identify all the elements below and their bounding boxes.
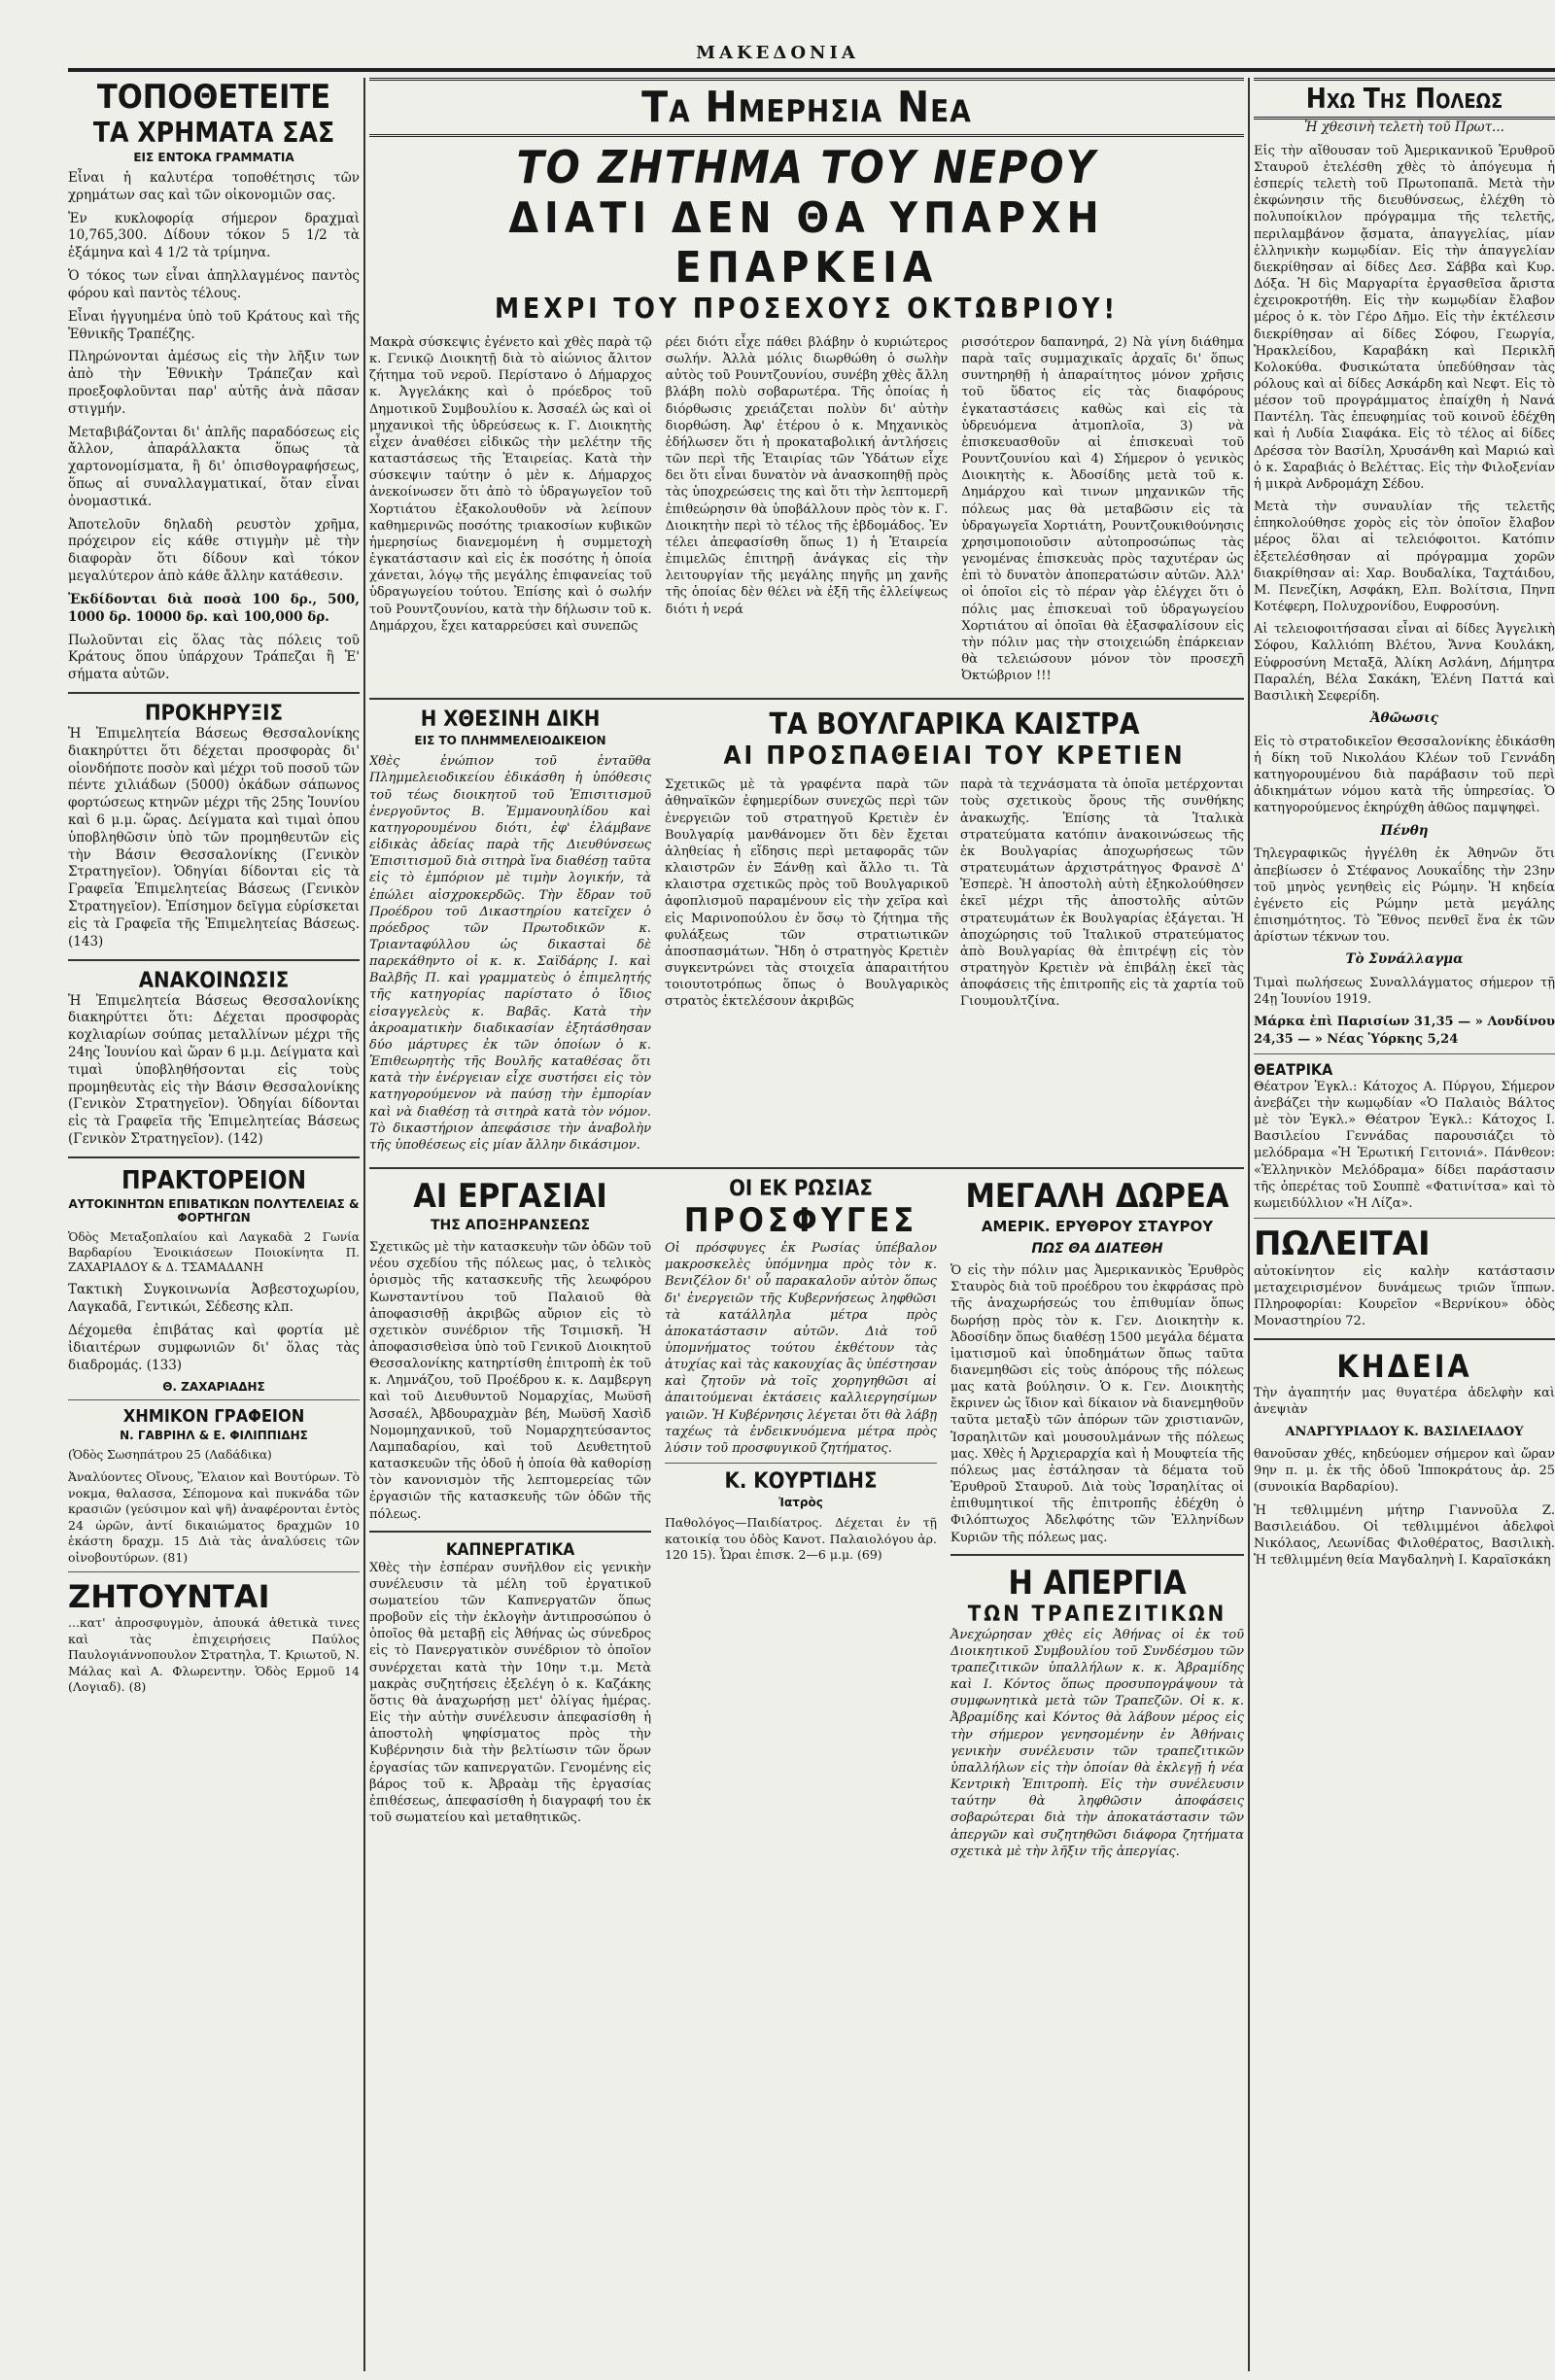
for-sale-text: αὐτοκίνητον εἰς καλὴν κατάστασιν μεταχειρισμένον δυνάμεως τριῶν ἵππων. Πληροφορίαι: Κουρεῖον «Βερνίκου» ὁδὸς Μοναστηρίου 72. (1254, 1264, 1555, 1329)
zit-paragraph: ...κατ' ἀπροσφυγμὸν, ἀπουκά ἀθετικὰ τινες καὶ τὰς ἐπιχειρήσεις Παύλος Παυλογιάννοπουλον Στρατηλα, Τ. Κριωτοῦ, Ν. Μάλας καὶ Α. Φλωρεντην. Ὁδὸς Ερμοῦ 14 (Λογιαδ). (8) (68, 1615, 360, 1695)
bulg-subtitle: ΑΙ ΠΡΟΣΠΑΘΕΙΑΙ ΤΟΥ ΚΡΕΤΙΕΝ (723, 742, 1186, 772)
for-sale-title: ΠΩΛΕΙΤΑΙ (1254, 1224, 1431, 1263)
acquittal-text: Εἰς τὸ στρατοδικεῖον Θεσσαλονίκης ἐδικάσθη ἡ δίκη τοῦ Νικολάου Κλέων τοῦ Γεννάδη κατηγορουμένου διὰ παράβασιν τοῦ περὶ ἀδικημάτων νόμου κατὰ τῆς ὑπηρεσίας. Ὁ κατηγορούμενος ἐκηρύχθη ἀθῶος παμψηφεὶ. (1254, 734, 1555, 816)
water-text-2: ρέει διότι εἶχε πάθει βλάβην ὁ κυριώτερος σωλήν. Ἀλλὰ μόλις διωρθώθη ὁ σωλὴν αὐτὸς τοῦ Ρουντζουνίου, συνέβη χθὲς ἄλλη βλάβη πολὺ σοβαρωτέρα. Τῆς ὁποίας ἡ διόρθωσις χρειάζεται πολὺν δι' αὐτὴν διορθώση. Ἀφ' ἑτέρου ὁ κ. Μηχανικὸς ἐδήλωσεν ὅτι ἡ προκαταβολική ἀντλήσεις τῶν περὶ τῆς Ἑταιρίας τῶν Ὑδάτων εἶχε δει ὅτι εἶναι δυνατὸν νὰ ἀνασκοπηθῇ πρὸς τὰς ὑποχρεώσεις της καὶ ὅτι τὴν λεπτομερῆ ἐπιθεώρησιν θὰ ὑποβάλλουν πρὸς τὸν κ. Γ. Διοικητὴν περὶ τὸ τέλος τῆς ἑβδομάδος. Ἐν τέλει ἀπεφασίσθη ὅπως 1) ἡ Ἑταιρεία ἐπιμελῶς ἐπιτηρῇ ἀνάγκας εἰς τὴν λειτουργίαν τῆς μεγάλης πηγῆς μη χανῆς τῆς ὁποίας δὲν θέλει νὰ ἐξῆ τῆς ἐλλείψεως διότι ἡ νερά (665, 335, 949, 617)
separator (68, 692, 360, 694)
separator (665, 1463, 937, 1464)
strike-title: Η ΑΠΕΡΓΙΑ (1008, 1563, 1187, 1603)
mourning-title: Πένθη (1380, 822, 1429, 839)
echo-title: Ηχω Της Πολεως (1305, 83, 1503, 115)
funeral-text: Τὴν ἀγαπητήν μας θυγατέρα ἀδελφὴν καὶ ἀνεψιὰν (1254, 1385, 1555, 1417)
prok-title: ΠΡΟΚΗΡΥΞΙΣ (144, 701, 283, 726)
gift-subtitle-2: ΠΩΣ ΘΑ ΔΙΑΤΕΘΗ (1031, 1241, 1163, 1258)
separator (68, 1399, 360, 1400)
masthead: ΜΑΚΕΔΟΝΙΑ (696, 43, 859, 63)
mourning-text: Τηλεγραφικῶς ἠγγέλθη ἐκ Ἀθηνῶν ὅτι ἀπεβίωσεν ὁ Στέφανος Λουκαΐδης τὴν 23ην τοῦ μηνὸς γενηθεὶς εἰς Ρώμην. Ἡ κηδεία ἐγένετο εἰς Ρώμην μετὰ μεγάλης ἐπισημότητος. Τὸ Ἔθνος πενθεῖ ἕνα ἐκ τῶν ἀρίστων τέκνων του. (1254, 846, 1555, 946)
gift-column (950, 1177, 1244, 1866)
invest-title-2: ΤΑ ΧΡΗΜΑΤΑ ΣΑΣ (92, 117, 335, 149)
prakt-subtitle: ΑΥΤΟΚΙΝΗΤΩΝ ΕΠΙΒΑΤΙΚΩΝ ΠΟΛΥΤΕΛΕΙΑΣ & ΦΟΡΤΗΓΩΝ (68, 1196, 360, 1224)
invest-subtitle: ΕΙΣ ΕΝΤΟΚΑ ΓΡΑΜΜΑΤΙΑ (133, 151, 294, 164)
works-text: Σχετικῶς μὲ τὴν κατασκευὴν τῶν ὁδῶν τοῦ νέου σχεδίου τῆς πόλεως μας, ὁ τελικὸς ὁρισμὸς τῆς κατασκευῆς τῆς λεωφόρου Κωνσταντίνου τοῦ Παλαιοῦ θὰ ἀποφασισθῇ ἀκριβῶς αὔριον εἰς τὸ σχετικὸν συνέδριον τῆς Τσιμισκῆ. Ἡ ἀποφασισθεὶσα ὑπὸ τοῦ Γενικοῦ Διοικητοῦ Θεσσαλονίκης κατηρτίσθη ἐπιτροπὴ ἐκ τοῦ κ. Λημνάζου, τοῦ Προέδρου κ. κ. Δαμβεργη καὶ τοῦ Διευθυντοῦ Νομαρχίας, Μωϋσῆ Ἀσσαέλ, Ἀβδουραχμὰν βέη, Μωϋσῆ Χασὶδ Νομομηχανικοῦ, τοῦ Νομαρχητεύσαντος Λαμπαδαρίου, καὶ τοῦ Δευθετητοῦ κατασκευῶν τῆς ὁδοῦ ἡ ὁποία θὰ καθορίσῃ τὸν κανονισμὸν τῆς λεπτομερείας τῶν ἐργασιῶν τῆς κατασκευῆς τῶν ὁδῶν τῆς πόλεως. (369, 1240, 651, 1522)
doctor-name: Κ. ΚΟΥΡΤΙΔΗΣ (724, 1469, 878, 1495)
bulg-text-2: παρὰ τὰ τεχνάσματα τὰ ὁποῖα μετέρχονται τοὺς σχετικοὺς ὅρους τῆς συνθήκης ἀνακωχῆς. Ἐπίσης τὰ Ἰταλικὰ στρατεύματα κατόπιν ἀνακοινώσεως τῆς ἐκ Βουλγαρίας ἀποχωρήσεως τῶν στρατευμάτων ἀρχιστράτηγος Φρανσὲ Δ' Ἐσπερὲ. Ἡ ἀποστολὴ αὐτὴ ἐξηκολούθησεν ἐκεῖ μέχρι τῆς ἀποστολῆς αὐτῶν στρατευμάτων ἐκ Βουλγαρίας ἐξάγεται. Ἡ ἀποχώρησις τοῦ Ἰταλικοῦ στρατεύματος ἀπὸ Βουλγαρίας θὰ ἐπιτρέψῃ εἰς τὸν στρατηγὸν Κρετιὲν νὰ ἐπιβάλῃ ἐκεῖ τὰς ἀποφάσεις τῆς ἐπιτροπῆς εἰς τὰ χαρτία τοῦ Γιουμουλτζίνα. (960, 777, 1244, 1010)
exchange-text: Τιμαὶ πωλήσεως Συναλλάγματος σήμερον τῇ 24ῃ Ἰουνίου 1919. (1254, 976, 1555, 1008)
separator (1254, 1338, 1555, 1340)
strike-subtitle: ΤΩΝ ΤΡΑΠΕΖΙΤΙΚΩΝ (967, 1602, 1227, 1627)
prakt-signature: Θ. ΖΑΧΑΡΙΑΔΗΣ (162, 1380, 265, 1395)
separator (68, 959, 360, 961)
doctor-title: Ἰατρὸς (778, 1496, 823, 1510)
invest-title: ΤΟΠΟΘΕΤΕΙΤΕ (96, 78, 331, 117)
dike-article (369, 707, 651, 1159)
anak-title: ΑΝΑΚΟΙΝΩΣΙΣ (138, 968, 290, 993)
row-3 (369, 1177, 1244, 1866)
invest-paragraph: Εἶναι ἡ καλυτέρα τοποθέτησις τῶν χρημάτων σας καὶ τῶν οἰκονομιῶν σας. (68, 170, 360, 203)
exchange-rows: Μάρκα ἐπὶ Παρισίων 31,35 — » Λονδίνου 24,35 — » Νέας Ὑόρκης 5,24 (1254, 1015, 1555, 1047)
water-text-3: ρισσότερον δαπανηρά, 2) Νὰ γίνη διάθημα παρὰ ταῖς συμμαχικαῖς ἀρχαῖς δι' ὅπως συντηρηθῇ ἡ ἀπαραίτητος μόνον χρῆσις τοῦ ὕδατος εἰς τὰς διαφόρους ἐγκαταστάσεις καθὼς καὶ εἰς τὰ ὑδρευόμενα ἀτμοπλοῖα, 3) νὰ ἐπισκευασθοῦν αἱ ἐπισκευαὶ τοῦ Ρουντζουνίου καὶ 4) Σήμερον ὁ γενικὸς Διοικητὴς κ. Ἀδοσίδης μετὰ τοῦ κ. Δημάρχου καὶ τινων μηχανικῶν τῆς πόλεως μας θὰ μεταβῶσιν εἰς τὰ ὑδραγωγεῖα Χορτιάτη, Ρουντζουκιθούνησις χρησιμοποιοῦσιν αὐτοπροσώπως τὰς γενομένας ἐπισκευὰς πρὸς ταχυτέραν ὡς ἐπὶ τὸ δυνατὸν ἀποπερατώσιν αὐτῶν. Ἀλλ' οἱ ὁποῖοι εἰς τὸ πέραν γὰρ ἐλέγχει ὅτι ὁ πόλις μας ἐπισκευαὶ τοῦ ὑδραγωγείου Χορτιάτου αἱ ὁποῖαι θὰ ἐξασφαλίσουν εἰς τὴν πόλιν μας τὴν στοιχειώδη ἐπάρκειαν θὰ τελειώσουν μόνον τὸν προσεχῆ Ὀκτώβριον !!! (961, 335, 1244, 684)
separator (1254, 1053, 1555, 1054)
invest-paragraph: Εἶναι ἠγγυημένα ὑπὸ τοῦ Κράτους καὶ τῆς Ἐθνικῆς Τραπέζης. (68, 308, 360, 342)
bulg-text-1: Σχετικῶς μὲ τὰ γραφέντα παρὰ τῶν ἀθηναϊκῶν ἐφημερίδων συνεχῶς περὶ τῶν ἐνεργειῶν τοῦ στρατηγοῦ Κρετιὲν ἐν Βουλγαρίᾳ μανθάνομεν ὅτι δὲν ἔχεται ἀληθείας ἡ εἴδησις περὶ μεταφορᾶς τῶν κλαιστρῶν ἐν Ξάνθῃ καὶ ἄλλο τι. Τὰ κλαιστρα σχετικῶς πρὸς τοῦ Βουλγαρικοῦ ἀφοπλισμοῦ παραμένουν εἰς τὴν χεῖρα καὶ εἰς Μαρινοπούλου ἐν ὅσῳ τὸ ζήτημα τῆς φυλάξεως τῶν στρατιωτικῶν ἀποσπασμάτων. Ἤδη ὁ στρατηγὸς Κρετιὲν συγκεντρώνει τὰς στοιχεῖα ἀπαραιτήτου τοιουτοτρόπως ὅπως ὁ Βουλγαρικὸς στρατὸς ἐκτελέσουν ἀκριβῶς (665, 777, 949, 1010)
water-article (369, 334, 1244, 690)
theatre-title: ΘΕΑΤΡΙΚΑ (1254, 1059, 1333, 1079)
right-column (1254, 78, 1555, 1574)
headline-2: ΔΙΑΤΙ ΔΕΝ ΘΑ ΥΠΑΡΧΗ ΕΠΑΡΚΕΙΑ (508, 193, 1105, 293)
works-subtitle: ΤΗΣ ΑΠΟΞΗΡΑΝΣΕΩΣ (430, 1218, 591, 1234)
echo-box (1254, 78, 1555, 120)
bulg-column-2 (960, 776, 1244, 1016)
theatre-text: Θέατρον Ἐγκλ.: Κάτοχος Α. Πύργου, Σήμερον ἀνεβάζει τὴν κωμῳδίαν «Ὁ Παλαιὸς Βάλτος μὲ τὸν Ἐγκλ.» Θέατρον Ἐγκλ.: Κάτοχος Ι. Βασιλείου Γεννάδας παρουσιάζει τὸ μελόδραμα «Ἡ Ἐρωτική Γειτονιά». Πάνθεον: «Ἑλληνικὸν Μελόδραμα» δίδει παράστασιν τῆς ὀπερέτας τοῦ Σουππὲ «Φατινίτσα» καὶ τὸ κωμειδύλλιον «Ἡ Λίζα». (1254, 1079, 1555, 1211)
separator (68, 1571, 360, 1572)
headline-3: ΜΕΧΡΙ ΤΟΥ ΠΡΟΣΕΧΟΥΣ ΟΚΤΩΒΡΙΟΥ! (494, 293, 1119, 325)
echo-text: Μετὰ τὴν συναυλίαν τῆς τελετῆς ἐπηκολούθησε χορὸς εἰς τὸν ὁποῖον ἔλαβον μέρος ὅλαι αἱ τελειόφοιτοι. Κατόπιν ἐξετελέσθησαν αἱ πρόγραμμα χορῶν διακρίθησαν αἱ: Χαρ. Βουδαλίκα, Ταχτάιδου, Μ. Πενεζίκη, Ασφάκη, Ελπ. Βολίτσια, Πηνπ Κοτέφερη, Πολυχρονίδου, Ευφροσύνη. (1254, 500, 1555, 615)
water-column-1 (369, 334, 652, 690)
prakt-paragraph: Δέχομεθα ἐπιβάτας καὶ φορτία μὲ ἰδιαιτέρων συμφωνιῶν δι' ὅλας τὰς διαδρομάς. (133) (68, 1322, 360, 1373)
exchange-title: Τὸ Συνάλλαγμα (1345, 951, 1464, 968)
acquittal-title: Ἀθῶωσις (1370, 709, 1438, 726)
prakt-title: ΠΡΑΚΤΟΡΕΙΟΝ (121, 1165, 307, 1195)
echo-text: Αἱ τελειοφοιτήσασαι εἶναι αἱ δίδες Ἀγγελικὴ Σόφου, Καλλιόπη Βλέτου, Ἄννα Κουλάκη, Εὐφροσύνη Μεταξᾶ, Ἀλίκη Ασλάνη, Δήμητρα Παραλέη, Βέλα Σακάκη, Ἐλένη Παττά καὶ Βασιλικὴ Σεφερίδη. (1254, 622, 1555, 704)
row-2 (369, 707, 1244, 1159)
gift-subtitle: ΑΜΕΡΙΚ. ΕΡΥΘΡΟΥ ΣΤΑΥΡΟΥ (981, 1218, 1214, 1236)
prok-paragraph: Ἡ Ἐπιμελητεία Βάσεως Θεσσαλονίκης διακηρύττει ὅτι δέχεται προσφορὰς δι' οἱονδήποτε ποσὸν καὶ μέχρι τοῦ ποσοῦ τῶν πέντε χιλιάδων (5000) ὀκάδων σάπωνος φορτώσεως κτηνῶν μέχρι τῆς 25ης Ἰουνίου καὶ 6 μ.μ. ὥρας. Δείγματα καὶ τιμαὶ ὁπου ὑποβληθῶσιν ὑπὸ τῶν προμηθευτῶν εἰς τὴν Βάσιν Θεσσαλονίκης (Γενικὸν Στρατηγεῖον). Ὁδηγίαι δίδονται εἰς τὰ Γραφεῖα Ἐπιμελητείας Βάσεως (Γενικὸν Στρατηγεῖον). Ἐπίσημον δεῖγμα εὑρίσκεται εἰς τὰ Γραφεῖα τῆς Ἐπιμελητείας Βάσεως. (143) (68, 725, 360, 949)
prakt-paragraph: Τακτικὴ Συγκοινωνία Ἀσβεστοχωρίου, Λαγκαδᾶ, Γεντικώι, Σέδεσης κλπ. (68, 1282, 360, 1316)
invest-paragraph: Ἐν κυκλοφορίᾳ σήμερον δραχμαὶ 10,765,300. Δίδουν τόκον 5 1/2 τὰ ἑξάμηνα καὶ 4 1/2 τὰ τρίμηνα. (68, 210, 360, 261)
funeral-title: ΚΗΔΕΙΑ (1336, 1347, 1472, 1385)
prakt-address: Ὁδὸς Μεταξοπλαίου καὶ Λαγκαδὰ 2 Γωνία Βαρδαρίου Ἐνοικιάσεων Ποιοκίνητα Π. ΖΑΧΑΡΙΑΔΟΥ & Δ. ΤΣΑΜΑΔΑΝΗ (68, 1229, 360, 1275)
anak-paragraph: Ἡ Ἐπιμελητεία Βάσεως Θεσσαλονίκης διακηρύττει ὅτι: Δέχεται προσφορὰς κοχλιαρίων σούπας μεταλλίνων μέχρι τῆς 24ης Ἰουνίου καὶ ὥραν 6 μ.μ. Δείγματα καὶ τιμαὶ ὑποβληθήσονται εἰς τοὺς προμηθευτὰς εἰς τὴν Βάσιν Θεσσαλονίκης (Γενικὸν Στρατηγεῖον). Ὁδηγίαι δίδονται εἰς τὰ Γραφεῖα τῆς Ἐπιμελητείας Βάσεως (Γενικὸν Στρατηγεῖον). (142) (68, 992, 360, 1147)
invest-paragraph: Πωλοῦνται εἰς ὅλας τὰς πόλεις τοῦ Κράτους ὅπου ὑπάρχουν Τράπεζαι ἢ Ἐ' σήματα αὐτῶν. (68, 632, 360, 683)
banner-box (369, 78, 1244, 137)
kapn-column (369, 1177, 651, 1866)
chem-paragraph: Ἀναλύοντες Οἴνους, Ἔλαιον καὶ Βουτύρων. Τὸ νοκμα, θαλασσα, Σέπομονα καὶ πυκνάδα τῶν κρασιῶν (γεύσιμον καὶ ψῆ) ἀναφέρονται ἐντὸς 24 ὡρῶν, ἀντί δικαιώματος δραχμῶν 10 ἑκάστη δραχμ. 15 Διὰ τὰς ἀναλύσεις τῶν οἰνοβουτύρων. (81) (68, 1469, 360, 1565)
bulg-column-1 (665, 776, 949, 1016)
chem-address: (Ὁδὸς Σωσηπάτρου 25 (Λαδάδικα) (68, 1448, 272, 1463)
headline-1: ΤΟ ΖΗΤΗΜΑ ΤΟΥ ΝΕΡΟΥ (516, 141, 1097, 193)
separator (68, 1156, 360, 1158)
ref-title: ΟΙ ΕΚ ΡΩΣΙΑΣ (729, 1177, 873, 1202)
bulg-columns (665, 776, 1244, 1016)
separator (1254, 1218, 1555, 1219)
funeral-text: Ἡ τεθλιμμένη μήτηρ Γιαννοῦλα Ζ. Βασιλειάδου. Οἱ τεθλιμμένοι ἀδελφοὶ Νικόλαος, Λεωνίδας Φιλοθέρατος, Βασιλικὴ. Ἡ τεθλιμμένη θεία Μαγδαληνὴ Ι. Καραϊσκάκη (1254, 1502, 1555, 1569)
funeral-text: θανοῦσαν χθές, κηδεύομεν σήμερον καὶ ὥραν 9ην π. μ. ἐκ τῆς ὁδοῦ Ἱπποκράτους ἀρ. 25 (συνοικία Βαρδαρίου). (1254, 1447, 1555, 1496)
dike-text: Χθὲς ἐνώπιον τοῦ ἐνταῦθα Πλημμελειοδικείου ἐδικάσθη ἡ ὑπόθεσις τοῦ τέως διοικητοῦ τοῦ Ἐπισιτισμοῦ ἐνεργοῦντος Β. Ἐμμανουηλίδου καὶ κατηγορουμένου διότι, ἐφ' ἐλάμβανε εἰδικὰς ἀδείας παρὰ τῆς Διευθύνσεως Ἐπισιτισμοῦ διὰ σιτηρὰ ἵνα διαθέσῃ ταῦτα εἰς τὸ ἐμπόριον μὲ τιμὴν λογικήν, τὰ ἐπώλει αἰσχροκερδῶς. Τὴν ἕδραν τοῦ Προέδρου τοῦ Δικαστηρίου κατεῖχεν ὁ πρόεδρος τῶν Πρωτοδικῶν κ. Τριανταφύλλου ὡς δικασταὶ δὲ παρεκάθηντο οἱ κ. κ. Σαϊδάρης Ι. καὶ Βαλβῆς Π. καὶ γραμματεὺς ὁ ἐπιμελητής τῆς κατηγορίας παρίστατο ὁ ἴδιος εἰσαγγελεὺς κ. Βαβᾶς. Κατὰ τὴν ἀκροαματικὴν διαδικασίαν ἐξητάσθησαν δύο μάρτυρες ἐκ τῶν ὁποίων ὁ κ. Ἐπιθεωρητὴς τῆς Βουλῆς καταθέσας ὅτι κατὰ τὴν ἐνέργειαν εἶχε συστήσει εἰς τὸν κατηγορούμενον νὰ παύσῃ τὴν ἐμπορίαν καὶ νὰ διαθέσῃ τὰ σιτηρὰ κατὰ τὸν νόμον. Τὸ δικαστήριον ἀπεφάσισε τὴν ἀναβολὴν τῆς ὑποθέσεως εἰς μίαν ἄλλην δικάσιμον. (369, 754, 651, 1153)
kapn-text: Χθὲς τὴν ἑσπέραν συνῆλθον εἰς γενικὴν συνέλευσιν τὰ μέλη τοῦ ἐργατικοῦ σωματείου τῶν Καπνεργατῶν ὅπως προβοῦν εἰς τὴν ἐκλογὴν ἀντιπροσώπου ὁ ὁποῖος θὰ μεταβῇ εἰς Ἀθήνας ὡς σύνεδρος εἰς τὸ Πανεργατικὸν συνέδριον τὸ ὁποῖον συνέρχεται κατὰ τὴν 10ην τ.μ. Μετὰ μακρὰς συζητήσεις ἐξελέγη ὁ κ. Καζάκης ὅστις θὰ ἀναχωρήσῃ μετ' ὀλίγας ἡμέρας. Εἰς τὴν αὐτὴν συνέλευσιν ἀπεφασίσθη ἡ ἀποστολὴ ψηφίσματος πρὸς τὴν Κυβέρνησιν διὰ τὴν βελτίωσιν τῶν ὅρων ἐργασίας τῶν καπνεργατῶν. Γενομένης εἰς βάρος τοῦ κ. Ἀβραὰμ τῆς ἐργασίας ἐπιθέσεως, ἀπεφασίσθη ἡ διαγραφή του ἐκ τοῦ σωματείου καὶ μεταθητικῶς. (369, 1560, 651, 1826)
invest-paragraph: Ὁ τόκος των εἶναι ἀπηλλαγμένος παντὸς φόρου καὶ παντὸς τέλους. (68, 268, 360, 301)
column-divider (363, 78, 365, 2371)
ref-text: Οἱ πρόσφυγες ἐκ Ρωσίας ὑπέβαλον μακροσκελὲς ὑπόμνημα πρὸς τὸν κ. Βενιζέλον δι' οὗ παρακαλοῦν αὐτὸν ὅπως δι' ἐνεργειῶν τῆς Κυβερνήσεως ληφθῶσι τὰ κατάλληλα μέτρα πρὸς ἀποκατάστασιν αὐτῶν. Διὰ τοῦ ὑπομνήματος τούτου ἐκθέτουν τὰς ἀτυχίας καὶ τὰς κακουχίας ἃς ὑπέστησαν καὶ ζητοῦν νὰ τοῖς χορηγηθῶσι αἱ ἀπαιτούμεναι ἐκτάσεις καλλιεργησίμων γαιῶν. Ἡ Κυβέρνησις λέγεται ὅτι θὰ λάβῃ ταχέως τὰ ἐνδεικνυόμενα μέτρα πρὸς λύσιν τοῦ προσφυγικοῦ ζητήματος. (665, 1241, 937, 1456)
bulg-article (665, 707, 1244, 1159)
dike-title: Η ΧΘΕΣΙΝΗ ΔΙΚΗ (420, 707, 601, 733)
gift-title: ΜΕΓΑΛΗ ΔΩΡΕΑ (965, 1177, 1229, 1217)
invest-paragraph: Μεταβιβάζονται δι' ἁπλῆς παραδόσεως εἰς ἄλλον, ἀπαράλλακτα ὅπως τὰ χαρτονομίσματα, ἢ δι' ὀπισθογραφήσεως, ὅπως αἱ συναλλαγματικαί, ὅταν εἶναι ὀνομαστικά. (68, 424, 360, 509)
doctor-details: Παθολόγος—Παιδίατρος. Δέχεται ἐν τῇ κατοικίᾳ του ὁδὸς Κανοτ. Παλαιολόγου ἀρ. 120 15). Ὧραι ἐπισκ. 2—6 μ.μ. (69) (665, 1515, 937, 1563)
ref-subtitle: ΠΡΟΣΦΥΓΕΣ (683, 1201, 918, 1241)
separator (369, 1531, 651, 1533)
chem-title: ΧΗΜΙΚΟΝ ΓΡΑΦΕΙΟΝ (122, 1406, 305, 1428)
kapn-title: ΚΑΠΝΕΡΓΑΤΙΚΑ (445, 1539, 575, 1560)
funeral-name: ΑΝΑΡΓΥΡΙΑΔΟΥ Κ. ΒΑΣΙΛΕΙΑΔΟΥ (1285, 1424, 1524, 1439)
strike-text: Ἀνεχώρησαν χθὲς εἰς Ἀθήνας οἱ ἐκ τοῦ Διοικητικοῦ Συμβουλίου τοῦ Συνδέσμου τῶν τραπεζιτικῶν ὑπαλλήλων κ. κ. Ἀβραμίδης καὶ Ι. Κόντος ὅπως προσυπογράψουν τὰ συμφωνητικὰ μετὰ τῶν Τραπεζῶν. Οἱ κ. κ. Ἀβραμίδης καὶ Κόντος θὰ λάβουν μέρος εἰς τὴν σήμερον γενησομένην ἐν Ἀθήναις γενικὴν συνέλευσιν τῶν τραπεζιτικῶν ὑπαλλήλων εἰς τὴν ὁποίαν θὰ ἐκλεγῇ ἡ νέα Κεντρικὴ Ἐπιτροπὴ. Εἰς τὴν συνέλευσιν ταύτην θὰ ληφθῶσιν ἀποφάσεις σοβαρώτεραι διὰ τὴν ἀποκατάστασιν τῶν ἀπεργῶν καὶ συζητηθῶσι διάφορα ζητήματα σχετικὰ μὲ τὴν λῆξιν τῆς ἀπεργίας. (950, 1627, 1244, 1859)
ref-column (665, 1177, 937, 1866)
chem-subtitle: Ν. ΓΑΒΡΙΗΛ & Ε. ΦΙΛΙΠΠΙΔΗΣ (120, 1429, 308, 1443)
water-column-3 (961, 334, 1244, 690)
invest-paragraph: Ἐκδίδονται διὰ ποσὰ 100 δρ., 500, 1000 δρ. 10000 δρ. καὶ 100,000 δρ. (68, 591, 360, 625)
center-column (369, 78, 1244, 1866)
invest-paragraph: Πληρώνονται ἀμέσως εἰς τὴν λῆξιν των ἀπὸ τὴν Ἐθνικὴν Τράπεζαν καὶ προεξοφλοῦνται παρ' αὐτῆς ἀνὰ πᾶσαν στιγμήν. (68, 349, 360, 417)
separator (369, 1167, 1244, 1169)
column-divider (1248, 78, 1250, 2371)
banner-title: Τα Ημερησια Νεα (641, 83, 972, 132)
echo-subtitle: Ἡ χθεσινὴ τελετὴ τοῦ Πρωτ... (1304, 120, 1504, 135)
kapn-article (369, 1540, 651, 1827)
invest-paragraph: Ἀποτελοῦν δηλαδὴ ρευστὸν χρῆμα, πρόχειρον εἰς κάθε στιγμὴν μὲ τὴν διαφορὰν ὅτι δίδουν καὶ τόκον μεγαλύτερον ἀπὸ κάθε ἄλλην κατάθεσιν. (68, 516, 360, 585)
dike-subtitle: ΕΙΣ ΤΟ ΠΛΗΜΜΕΛΕΙΟΔΙΚΕΙΟΝ (414, 734, 606, 748)
separator (369, 698, 1244, 700)
echo-text: Εἰς τὴν αἴθουσαν τοῦ Ἀμερικανικοῦ Ἐρυθροῦ Σταυροῦ ἐτελέσθη χθὲς τὸ ἀπόγευμα ἡ ἑσπερίς τελετὴ τοῦ Πρωτοπαπᾶ. Μετὰ τὴν ἐκφώνησιν τῆς διευθύνσεως, ἐλέχθη τὸ πολυποίκιλον πρόγραμμα τῆς τελετῆς, περιλαμβάνον ᾄσματα, ἀπαγγελίας, μίαν ἑλληνικὴν κωμῳδίαν. Εἰς τὴν ἀπαγγελίαν διεκρίθησαν αἱ δίδες Δεσ. Σάββα καὶ Κυρ. Δόξα. Ἡ δὶς Μαργαρίτα ἐργασθεῖσα ἄριστα ἐχειροκροτήθη. Εἰς τὴν κωμῳδίαν ἔλαβον μέρος ὁ κ. τὸν Γέρο Δῆμο. Εἰς τὴν ἐκτέλεσιν διεκρίθησαν αἱ δίδες Σόφου, Γεωργία, Ἡρακλείδου, Καραβάκη καὶ Περικλῆ Κολοκύθα. Φυσικώτατα ὑπεδύθησαν τὰς ρόλους καὶ αἱ δίδες Ασκάρδη καὶ Νεφτ. Εἰς τὸ μέσον τοῦ προγράμματος ἐπαίχθη ἡ Νανά Παντέλη. Τὰς ἐπευφημίας τοῦ κοινοῦ ἐδέχθη καὶ ἡ Λυδία Σιαφάκα. Εἰς τὸ τέλος αἱ δίδες Δρέσσα τὸν Βασίλη, Χρυσάνθη καὶ Μαριώ καὶ ὁ κ. Σαραβιάς ὁ Βελέττας. Εἰς τὴν Φιλοξενίαν ἡ μικρὰ Ανδρομάχη Σέδου. (1254, 143, 1555, 492)
water-text-1: Μακρὰ σύσκεψις ἐγένετο καὶ χθὲς παρὰ τῷ κ. Γενικῷ Διοικητῇ διὰ τὸ αἰώνιος ἄλιτον ζήτημα τοῦ νεροῦ. Περίστανο ὁ Δήμαρχος κ. Ἀγγελάκης καὶ ὁ πρόεδρος τοῦ Δημοτικοῦ Συμβουλίου κ. Ἀσσαέλ ὡς καὶ οἱ μηχανικοὶ τῆς ὑδρεύσεως κ. Γ. Διοικητὴς εἶχεν ἀναθέσει εἰδικῶς τὴν μελέτην τῆς καταστάσεως τῆς Ἑταιρείας. Κατὰ τὴν σύσκεψιν ταύτην ὁ μὲν κ. Δήμαρχος ἀνεκοίνωσεν ὅτι ἀπὸ τὸ ὑδραγωγεῖον τοῦ Χορτιάτου ἐξακολουθοῦν νὰ λείπουν καθημερινῶς ποσότης τριακοσίων κυβικῶν ἡμερησίως διανεμομένη ἡ συμμετοχὴ ἐγκατάστασιν καὶ εἰς ἐκ ποσότης ἡ ὁποία χάνεται, λόγῳ τῆς μεγάλης ἐπιφανείας τοῦ ὑδραγωγείου τούτου. Ἐπίσης καὶ ὁ σωλήν τοῦ Ρουντζουνίου, κατὰ τὴν δήλωσιν τοῦ κ. Δημάρχου, ἔχει καταρρεύσει καὶ συνεπῶς (369, 335, 652, 634)
gift-text: Ὁ εἰς τὴν πόλιν μας Ἀμερικανικὸς Ἐρυθρὸς Σταυρὸς διὰ τοῦ προέδρου του ἐκφράσας πρὸ τῆς ἀναχωρήσεώς του ἐπιθυμίαν ὅπως δωρήσῃ πρὸς τὸν κ. Γεν. Διοικητὴν κ. Ἀδοσίδην ὅπως διαθέσῃ 1500 μεγάλα δέματα ἱματισμοῦ καὶ ὑποδημάτων ὅπως ταῦτα διανεμηθῶσι εἰς τοὺς ἀπόρους τῆς πόλεως μας κατὰ βούλησιν. Ὁ κ. Γεν. Διοικητὴς ἔκρινεν ὡς ἴδιον καὶ δίκαιον νὰ διανεμηθοῦν ταῦτα μεταξὺ τῶν ἀπόρων τῶν χριστιανῶν, Ἰσραηλιτῶν καὶ μουσουλμάνων τῆς πόλεως μας. Χθὲς ἡ Ἀρχιεραρχία καὶ ἡ Μουφτεία τῆς πόλεως μας ἐστάλησαν τὰ δέματα τοῦ Ἐρυθροῦ Σταυροῦ. Διὰ τοὺς Ἰσραηλίτας οἱ ἐπιθυμητικοί τῆς ἐπιτροπῆς ἐδέχθη ὁ Φιλόπτωχος Ἀδελφότης τῶν Ἑλληνίδων Κυριῶν τῆς πόλεως μας. (950, 1263, 1244, 1545)
separator (950, 1554, 1244, 1556)
zit-title: ΖΗΤΟΥΝΤΑΙ (68, 1578, 270, 1616)
left-column (68, 78, 360, 1702)
works-article (369, 1177, 651, 1523)
water-column-2 (666, 334, 949, 690)
top-rule (68, 68, 1555, 72)
bulg-title: ΤΑ ΒΟΥΛΓΑΡΙΚΑ ΚΑΙΣΤΡΑ (769, 707, 1140, 742)
works-title: ΑΙ ΕΡΓΑΣΙΑΙ (413, 1177, 607, 1217)
